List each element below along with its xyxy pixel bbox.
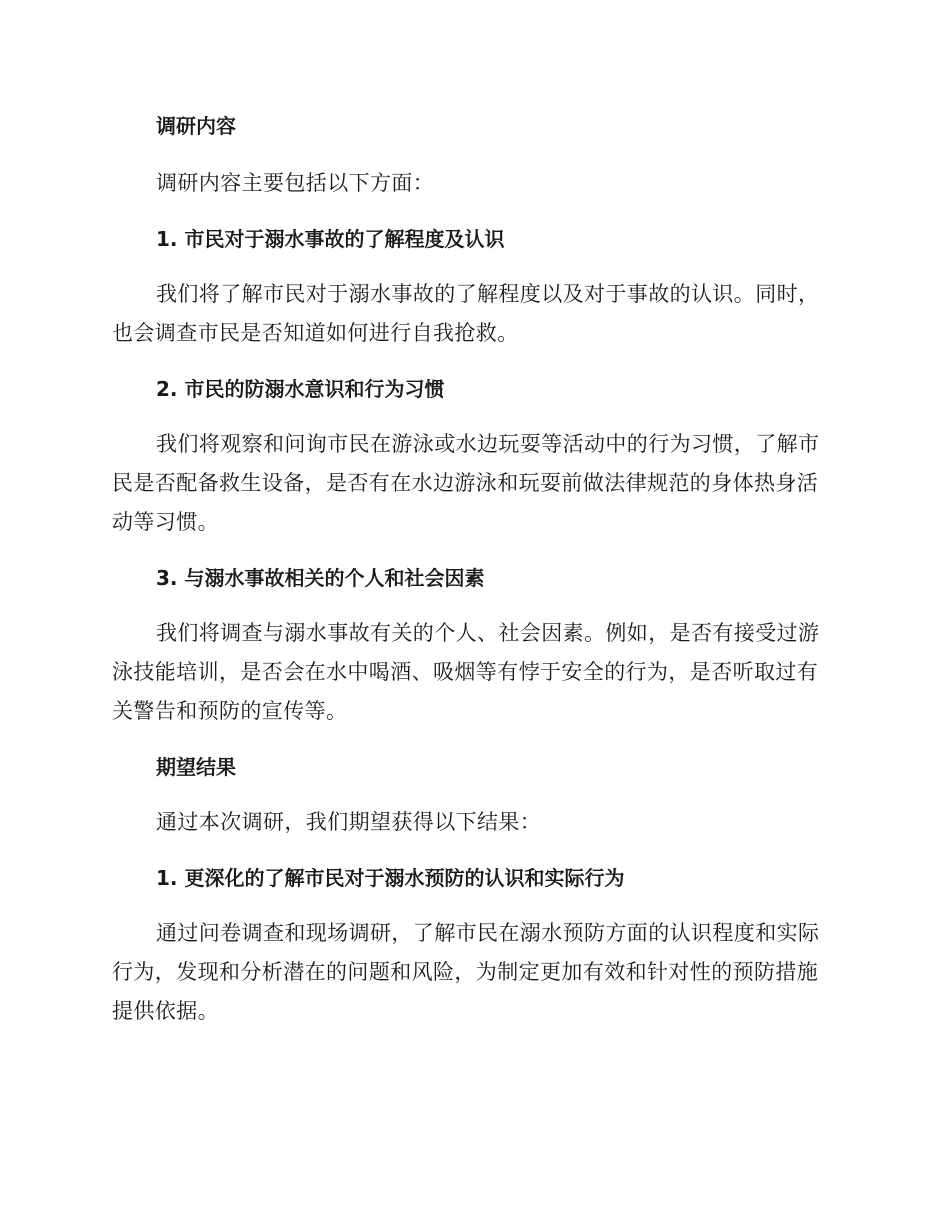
section-intro-expected-results: 通过本次调研，我们期望获得以下结果： [156,810,542,834]
result-body-1: 通过问卷调查和现场调研，了解市民在溺水预防方面的认识程度和实际行为，发现和分析潜在的问题和风险，为制定更加有效和针对性的预防措施提供依据。 [112,921,820,1023]
item-title-1: 1. 市民对于溺水事故的了解程度及认识 [156,227,505,251]
item-body-3: 我们将调查与溺水事故有关的个人、社会因素。例如，是否有接受过游泳技能培训，是否会在水中喝酒、吸烟等有悖于安全的行为，是否听取过有关警告和预防的宣传等。 [112,621,820,723]
item-title-3: 3. 与溺水事故相关的个人和社会因素 [156,566,485,590]
section-title-research-content: 调研内容 [156,114,236,138]
item-title-2: 2. 市民的防溺水意识和行为习惯 [156,377,445,401]
section-intro-research-content: 调研内容主要包括以下方面： [156,171,435,195]
document-page [112,108,832,1031]
result-title-1: 1. 更深化的了解市民对于溺水预防的认识和实际行为 [156,866,625,890]
section-title-expected-results: 期望结果 [156,755,236,779]
item-body-2: 我们将观察和问询市民在游泳或水边玩耍等活动中的行为习惯，了解市民是否配备救生设备，是否有在水边游泳和玩耍前做法律规范的身体热身活动等习惯。 [112,432,820,534]
item-body-1: 我们将了解市民对于溺水事故的了解程度以及对于事故的认识。同时，也会调查市民是否知道如何进行自我抢救。 [112,282,820,345]
